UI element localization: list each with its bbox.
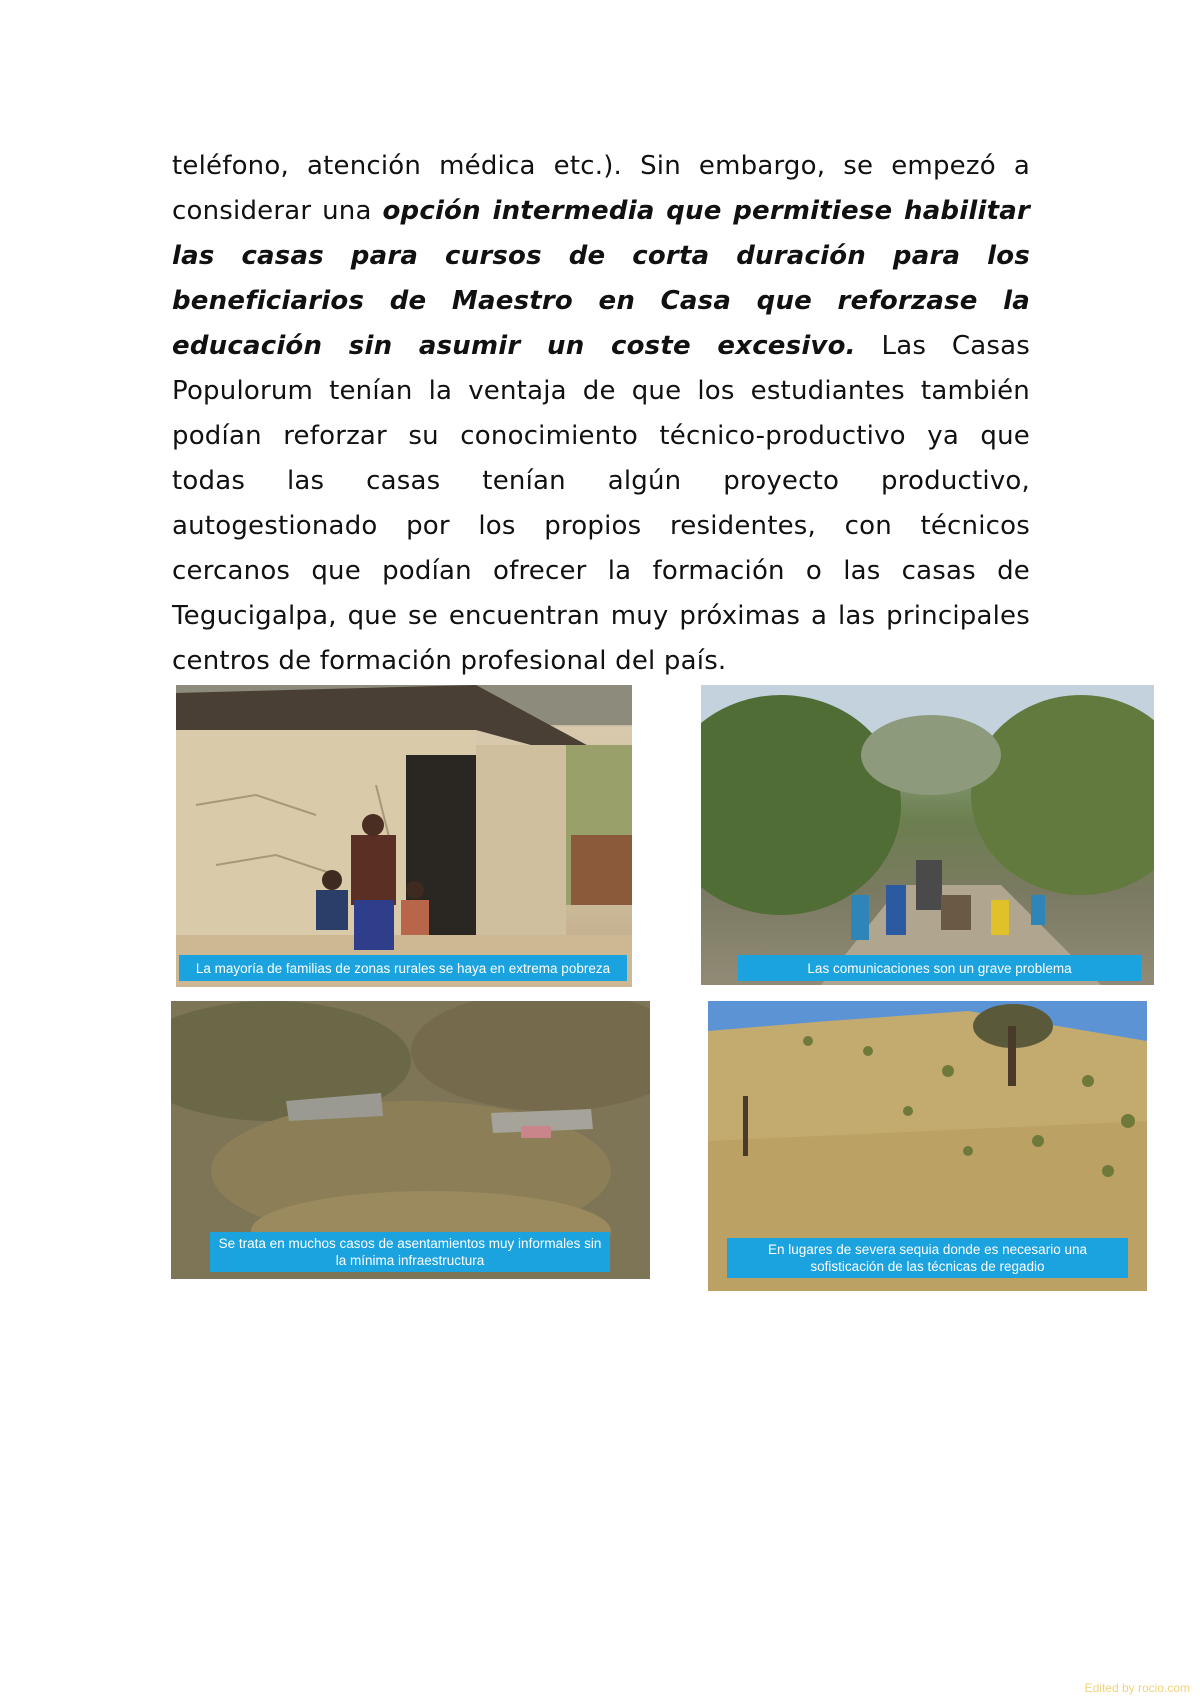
- paragraph-text-start: teléfono, atención médica etc.). Sin embargo, se empezó a considerar una: [172, 151, 1030, 226]
- watermark: Edited by rocio.com: [1084, 1681, 1190, 1695]
- path-illustration: [701, 685, 1154, 985]
- photo-communications: [701, 685, 1154, 985]
- paragraph-text-end: Las Casas Populorum tenían la ventaja de que los estudiantes también podían reforzar su conocimiento técnico-productivo ya que todas las casas tenían algún proyecto productivo, autogestionado por los propios residentes, con técnicos cercanos que podían ofrecer la formación o las casas de Tegucigalpa, que se encuentran muy próximas a las principales centros de formación profesional del país.: [172, 331, 1030, 676]
- photo-caption-4: En lugares de severa sequia donde es necesario una sofisticación de las técnicas de regadio: [727, 1238, 1128, 1278]
- photo-caption-1: La mayoría de familias de zonas rurales se haya en extrema pobreza: [179, 955, 627, 981]
- house-illustration: [176, 685, 632, 987]
- photo-caption-3: Se trata en muchos casos de asentamientos muy informales sin la mínima infraestructura: [210, 1232, 610, 1272]
- photo-rural-family: [176, 685, 632, 987]
- paragraph-emphasis: opción intermedia que permitiese habilitar las casas para cursos de corta duración para los beneficiarios de Maestro en Casa que reforzase la educación sin asumir un coste excesivo.: [172, 196, 1030, 361]
- photo-caption-2: Las comunicaciones son un grave problema: [738, 955, 1141, 981]
- body-paragraph: [172, 144, 1030, 684]
